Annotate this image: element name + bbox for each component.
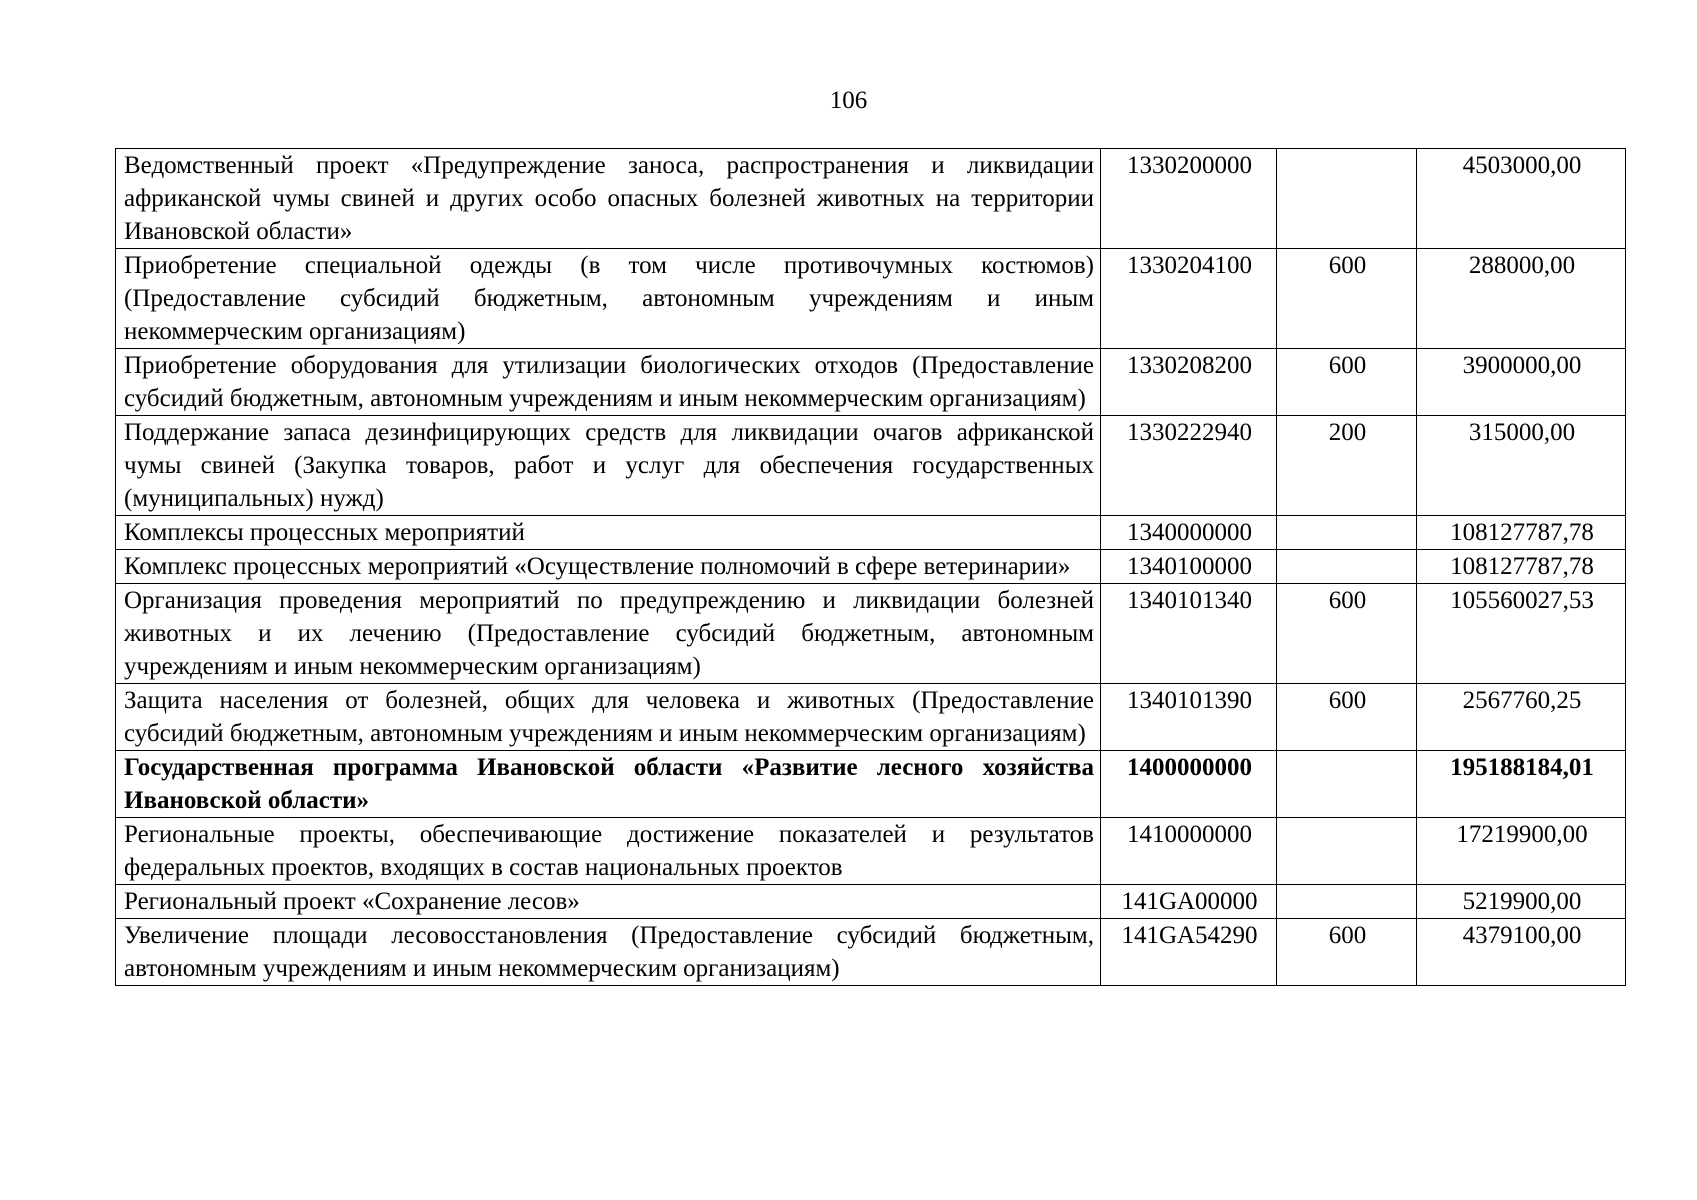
row-name: Региональные проекты, обеспечивающие достижение показателей и результатов федеральных проектов, входящих в состав национальных проектов (116, 818, 1101, 885)
table-row (116, 584, 1626, 684)
table-row (116, 885, 1626, 919)
row-code: 1410000000 (1101, 818, 1277, 885)
row-name: Комплексы процессных мероприятий (116, 516, 1101, 550)
row-name: Поддержание запаса дезинфицирующих средств для ликвидации очагов африканской чумы свиней (Закупка товаров, работ и услуг для обеспечения государственных (муниципальных) нужд) (116, 416, 1101, 516)
table-row (116, 550, 1626, 584)
page-number: 106 (829, 87, 868, 114)
table-row (116, 249, 1626, 349)
row-amount: 3900000,00 (1417, 349, 1626, 416)
row-amount: 195188184,01 (1417, 751, 1626, 818)
table-row (116, 416, 1626, 516)
row-name: Приобретение специальной одежды (в том числе противочумных костюмов) (Предоставление субсидий бюджетным, автономным учреждениям и иным некоммерческим организациям) (116, 249, 1101, 349)
row-amount: 17219900,00 (1417, 818, 1626, 885)
row-name: Защита населения от болезней, общих для человека и животных (Предоставление субсидий бюджетным, автономным учреждениям и иным некоммерческим организациям) (116, 684, 1101, 751)
row-amount: 5219900,00 (1417, 885, 1626, 919)
row-amount: 108127787,78 (1417, 516, 1626, 550)
row-name: Региональный проект «Сохранение лесов» (116, 885, 1101, 919)
row-code: 141GA54290 (1101, 919, 1277, 986)
row-code: 1330208200 (1101, 349, 1277, 416)
row-expense-type (1277, 751, 1417, 818)
row-amount: 108127787,78 (1417, 550, 1626, 584)
row-expense-type: 200 (1277, 416, 1417, 516)
row-expense-type (1277, 149, 1417, 249)
row-expense-type (1277, 818, 1417, 885)
table-row (116, 919, 1626, 986)
row-name: Комплекс процессных мероприятий «Осуществление полномочий в сфере ветеринарии» (116, 550, 1101, 584)
row-expense-type: 600 (1277, 684, 1417, 751)
row-name: Приобретение оборудования для утилизации биологических отходов (Предоставление субсидий бюджетным, автономным учреждениям и иным некоммерческим организациям) (116, 349, 1101, 416)
row-code: 1400000000 (1101, 751, 1277, 818)
row-amount: 105560027,53 (1417, 584, 1626, 684)
row-amount: 315000,00 (1417, 416, 1626, 516)
row-expense-type: 600 (1277, 919, 1417, 986)
row-code: 1330222940 (1101, 416, 1277, 516)
row-code: 1330200000 (1101, 149, 1277, 249)
row-amount: 288000,00 (1417, 249, 1626, 349)
row-expense-type (1277, 550, 1417, 584)
row-code: 1340101340 (1101, 584, 1277, 684)
row-expense-type (1277, 885, 1417, 919)
table-row (116, 349, 1626, 416)
row-name: Увеличение площади лесовосстановления (Предоставление субсидий бюджетным, автономным учреждениям и иным некоммерческим организациям) (116, 919, 1101, 986)
row-code: 1330204100 (1101, 249, 1277, 349)
row-code: 1340100000 (1101, 550, 1277, 584)
row-name: Организация проведения мероприятий по предупреждению и ликвидации болезней животных и их лечению (Предоставление субсидий бюджетным, автономным учреждениям и иным некоммерческим организациям) (116, 584, 1101, 684)
table-row-program (116, 751, 1626, 818)
row-name: Государственная программа Ивановской области «Развитие лесного хозяйства Ивановской области» (116, 751, 1101, 818)
row-code: 1340000000 (1101, 516, 1277, 550)
table-row (116, 684, 1626, 751)
row-amount: 4503000,00 (1417, 149, 1626, 249)
table-row (116, 818, 1626, 885)
row-code: 1340101390 (1101, 684, 1277, 751)
row-amount: 2567760,25 (1417, 684, 1626, 751)
row-expense-type (1277, 516, 1417, 550)
row-code: 141GA00000 (1101, 885, 1277, 919)
row-amount: 4379100,00 (1417, 919, 1626, 986)
table-row (116, 149, 1626, 249)
row-expense-type: 600 (1277, 349, 1417, 416)
budget-table (115, 148, 1626, 986)
row-expense-type: 600 (1277, 584, 1417, 684)
row-expense-type: 600 (1277, 249, 1417, 349)
row-name: Ведомственный проект «Предупреждение заноса, распространения и ликвидации африканской чумы свиней и других особо опасных болезней животных на территории Ивановской области» (116, 149, 1101, 249)
table-row (116, 516, 1626, 550)
